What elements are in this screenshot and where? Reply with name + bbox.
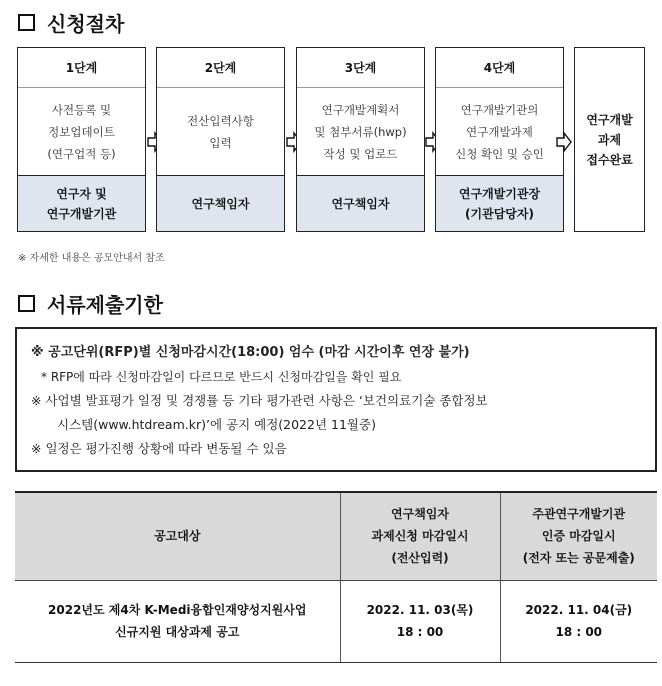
step-title: 2단계 [157,48,284,88]
table-cell: 2022년도 제4차 K-Medi융합인재양성지원사업 신규지원 대상과제 공고 [15,580,340,662]
step-description: 전산입력사항 입력 [187,113,254,150]
arrow-right-icon [556,131,572,153]
checkbox-square-icon [18,14,35,31]
table-cell: 2022. 11. 04(금) 18 : 00 [500,580,657,662]
table-header-cell: 주관연구개발기관 인증 마감일시 (전자 또는 공문제출) [500,492,657,580]
step-title: 3단계 [297,48,424,88]
deadline-table [15,491,657,663]
procedure-heading [18,8,124,37]
step-1-box [17,47,146,232]
deadline-heading-text: 서류제출기한 [47,293,163,317]
step-owner: 연구개발기관장 (기관담당자) [436,175,563,231]
table-header-cell: 연구책임자 과제신청 마감일시 (전산입력) [340,492,500,580]
step-2-box [156,47,285,232]
table-row [15,580,657,662]
final-step-box: 연구개발 과제 접수완료 [574,47,645,232]
notice-line: 시스템(www.htdream.kr)’에 공지 예정(2022년 11월중) [57,417,376,432]
procedure-heading-text: 신청절차 [47,12,125,36]
table-cell: 2022. 11. 03(목) 18 : 00 [340,580,500,662]
deadline-heading [18,289,163,318]
step-owner: 연구책임자 [297,175,424,231]
step-description: 사전등록 및 정보업데이트 (연구업적 등) [47,102,116,161]
step-4-box [435,47,564,232]
notice-line: ※ 사업별 발표평가 일정 및 경쟁률 등 기타 평가관련 사항은 ‘보건의료기술 종합정보 [31,393,488,408]
step-title: 4단계 [436,48,563,88]
step-3-box [296,47,425,232]
step-owner: 연구책임자 [157,175,284,231]
notice-box [15,327,657,472]
table-header-cell: 공고대상 [15,492,340,580]
reference-note: ※ 자세한 내용은 공모안내서 참조 [18,253,165,264]
notice-line: ※ 일정은 평가진행 상황에 따라 변동될 수 있음 [31,441,287,456]
step-description: 연구개발계획서 및 첨부서류(hwp) 작성 및 업로드 [314,102,407,161]
notice-line: * RFP에 따라 신청마감일이 다르므로 반드시 신청마감일을 확인 필요 [41,370,402,384]
step-description: 연구개발기관의 연구개발과제 신청 확인 및 승인 [455,102,544,161]
step-owner: 연구자 및 연구개발기관 [18,175,145,231]
step-title: 1단계 [18,48,145,88]
notice-line: ※ 공고단위(RFP)별 신청마감시간(18:00) 엄수 (마감 시간이후 연장 불가) [31,345,470,360]
checkbox-square-icon [18,295,35,312]
table-header-row [15,492,657,580]
